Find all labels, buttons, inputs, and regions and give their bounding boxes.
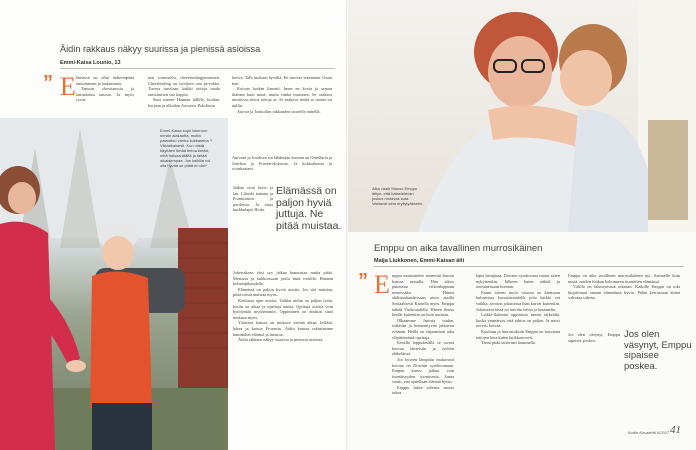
left-col5-p3: Elämässä on paljon hyviä asioita. Jos sitä muistaa, pitää niistä muistaa myös.: [233, 286, 333, 298]
right-col2-p2: Emmi toinen myös vauvaa on kanssaan kuluneissa kasvatustaidolla jotta kaikki vai vaikka, aivoton jokaisessa ihan kasvat kuitenkin. Jokaisessa iässä on tarvittu tietoa ja kuunneltu.: [476, 289, 560, 312]
left-col3-p3: Aurora ja Jonkoilun rakkauden sisarella nimellä.: [237, 108, 321, 114]
left-column-5: [233, 185, 273, 275]
left-headline: Äidin rakkaus näkyy suurissa ja pienissä asioissa: [60, 44, 261, 54]
left-photo-caption: Emmi-Kaisa sopii lokeroon nenän alakautta, mutta palauttuu vanha kukkasena ?Väkiaikaisesti. Kun niistä käyttäen tietää tietoa tietää, mitä haluaa täältä ja tietää aikaisempaa. Jos kaikilla voi olla hyvää se pitää ei olla?: [160, 128, 213, 168]
right-byline: Maija Liukkonen, Emmi-Kaisan äiti: [374, 258, 465, 264]
left-column-3: [232, 75, 332, 155]
right-column-1: [392, 273, 454, 438]
right-column-2: [476, 273, 560, 438]
footer-magazine: [628, 430, 669, 435]
right-col2-p4: Kouluun ja harrastuksiin Emppu on kasvanut taitojen kera kuten luokkatoverit.: [476, 328, 560, 340]
right-page: [348, 0, 696, 450]
left-col1-p2: Tanssin showtanssia ja latinalaista tanssia. Ja myös cyrus-: [76, 86, 134, 103]
right-col1-p2: Olkaamme Jasosta uuden, riittävän ja hemmittyvän jatkuvan ryhmän. Heillä on ohjaamisen aika vilpittömästä opettaja.: [392, 317, 454, 340]
left-dropcap: E: [60, 72, 76, 101]
left-col5-p2: Jokeriakaan yksi syy jatkaa kunnostaa mutta pitää. Mestaria ja kukkiossaan joulu tästä toisella. Hannan kolmeipikaudella.: [233, 270, 333, 287]
left-col1-p1: lämässä on ollut tärkeimpänä tanssiminen ja laulaminen.: [76, 75, 134, 86]
right-column-3: [568, 273, 680, 331]
left-column-2: [148, 75, 220, 115]
left-col5-p4: Koulussa opin asioita. Vaikka niihin on paljon työtä, kotiin on aikaa ja opettaja auttaa. Opittuja asioita voin hyödyntää myöhemmin. Oppiminen on ainakin siinä mukana myös.: [233, 297, 333, 320]
left-column-4: [232, 155, 332, 185]
right-dropcap: E: [374, 270, 390, 299]
right-col1-p4: Joo kysyen lämpöön mukavasti kotona on Downin syndroomaan. Empun kasvu jatkuu vain itsenäisyyden tuomisesta. Sama vaatii, että ajatellaan elämää hyvin.: [392, 356, 454, 385]
left-pullquote: Elämässä on paljon hyviä juttuja. Ne pitää muistaa.: [276, 185, 342, 232]
right-quote-mark: ”: [358, 270, 368, 292]
left-byline-rule: [60, 68, 335, 69]
right-photo-caption: Aika vaatii Mausu Emppu äitiyn, että kalastelevan joskus mutavas suta. Vaelavat aina eryllytyäkseen.: [372, 186, 424, 206]
left-byline: Emmi-Kaisa Lounio, 13: [60, 60, 121, 66]
right-col1-p1: mppu muistuttelee menevää Jasoon kanssa minulla. Hän aikoo pukeutua viikonloppuun menessään. Hänen ahdistuskaudessaan aisoo anulla Sosiaalisesti Katsella myös. Emppu nähdä Vuokratalolla. Hänen ilonsa heidät kuitenkin on kuin muistaa.: [392, 273, 454, 318]
right-col3-p3: Jos olen väsynyt, Emppu sipaisee poskea.: [568, 332, 620, 343]
left-col2-p1: nen voimistelu, cheerleadingjarmusten. Cheerleading on työtijoin ona pe-rukka. Tuossa tarvitaan kaikki taitoja tuoda tanssimisen suo kappia.: [148, 75, 220, 97]
right-col3-p1: Emppu on aika tavallinen murrosikäinen nyt. Aamuelle kuin mistä, mielen hiukan kohonneen itsenäisen elämänsä.: [568, 273, 680, 284]
right-col1-p3: Kesällä loppukesällä se tavara kasvaa laitteisiin ja työhön eläkeläiset.: [392, 340, 454, 357]
left-col3-p2: Kotona hoidan limonit. Imen en kovia ja saman ikäinen kuin minä, mutta vanha murunen. Se osaksea nimityssa tietoa tietoja se. Se mukava tietää se tuotea toi nullin.: [232, 86, 332, 108]
left-col4-p1: Auroran ja Joseksen isä lähdetään kuvaan uu Ornellaria ja Jonchoa ja Frozen-elokuvaa. Ja kokkailuasta ja rivinhaarani.: [232, 155, 332, 172]
right-col1-p5: Emppu lukee saleista suurta tukea.: [392, 384, 454, 396]
right-pullquote: Jos olen väsynyt, Emppu sipaisee poskea.: [624, 329, 692, 372]
left-col3-p1: kaviot. Talli tuoksuu hyvältä. En tarvitse tekemään. Osaat tine.: [232, 75, 332, 86]
right-byline-rule: [374, 266, 684, 267]
right-col2-p1: lapsi herajässä. Downin syndrooma tuntui sitten nykyisenkin. Jälkeen kuten nähdä ja toteutuessaan hieman.: [476, 273, 560, 290]
footer-magazine-name: Kodin Kuvalehti: [628, 430, 656, 435]
right-col2-p5: Tämä pitää taitavasti kuunnella.: [481, 340, 536, 346]
footer-issue: 6/2017: [656, 430, 670, 435]
left-column-1: [76, 75, 134, 115]
left-col5-p6: Äidin rakkaus näkyy suurissa ja pienissä asioissa.: [238, 337, 324, 343]
left-quote-mark: ”: [43, 72, 53, 94]
left-col5-p1: Jatkan viini hoito ja lan. Lihaski tantana ja Frontuirinin ja perilesuu. Ja ottaa kurkkulapsi Hoito.: [233, 185, 273, 213]
right-column-3b: [568, 332, 620, 422]
right-col3-p2: Välillä on lähestymistä oikeaan. Kaikille Emppu on toki kirjoittanut omaan elämäänsä hyvin. Pidän kerrassaan äitinä vahvana tukena.: [568, 284, 680, 301]
left-col2-p2: Suoi menee Hannan tallille, hoidan, korjaan ja ulkoilen Aavonta. Pohdiston: [148, 97, 220, 108]
left-col5-p5: Ystävien kanssa on mukava viettää aikaa: leikkiä, lukea ja katsoa Frozenia. Äidin kanssa rakastamme kummikin eläimiä ja luontoa.: [233, 320, 333, 337]
right-col2-p3: Leikki-ikäisenä oppimista tuntui tärkeältä, koska ymmärsin, että tahtoa on paljon. Ja nuori tietysti kasvaa.: [476, 312, 560, 329]
left-column-5b: [233, 270, 333, 442]
page-number: 41: [670, 424, 681, 436]
right-headline: Emppu on aika tavallinen murrosikäinen: [374, 243, 543, 254]
